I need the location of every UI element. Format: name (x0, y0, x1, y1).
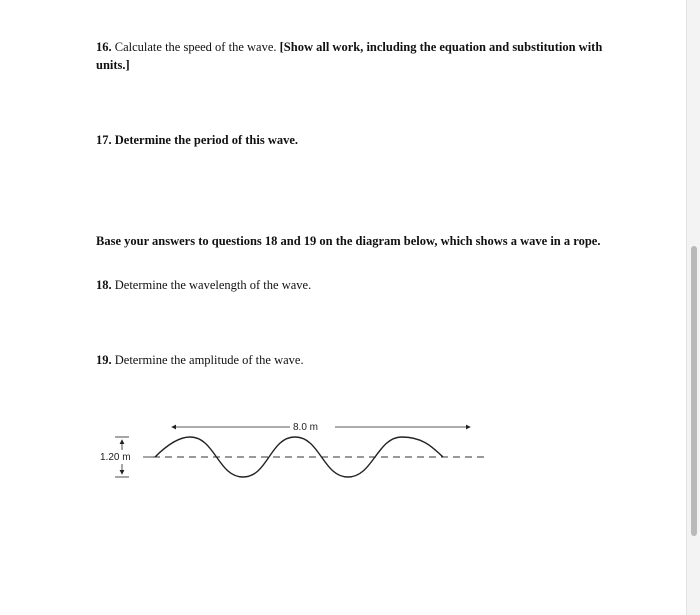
question-19 (96, 351, 304, 369)
question-16-number: 16. (96, 40, 112, 54)
question-17: 17. Determine the period of this wave. (96, 133, 299, 147)
scrollbar-thumb[interactable] (691, 246, 697, 536)
height-label: 1.20 m (100, 452, 131, 463)
wave-diagram (95, 410, 495, 485)
question-18 (96, 276, 311, 294)
length-label: 8.0 m (293, 422, 319, 433)
question-16 (96, 38, 606, 74)
question-19-number: 19. (96, 353, 112, 367)
vertical-scrollbar[interactable] (686, 0, 700, 615)
question-16-text: Calculate the speed of the wave. (111, 40, 280, 54)
question-16-instruction: [Show all work, including the equation and substitution with units.] (96, 40, 603, 72)
question-18-number: 18. (96, 278, 112, 292)
question-19-text: Determine the amplitude of the wave. (111, 353, 304, 367)
base-instructions: Base your answers to questions 18 and 19 on the diagram below, which shows a wave in a rope. (96, 234, 601, 248)
question-18-text: Determine the wavelength of the wave. (111, 278, 312, 292)
